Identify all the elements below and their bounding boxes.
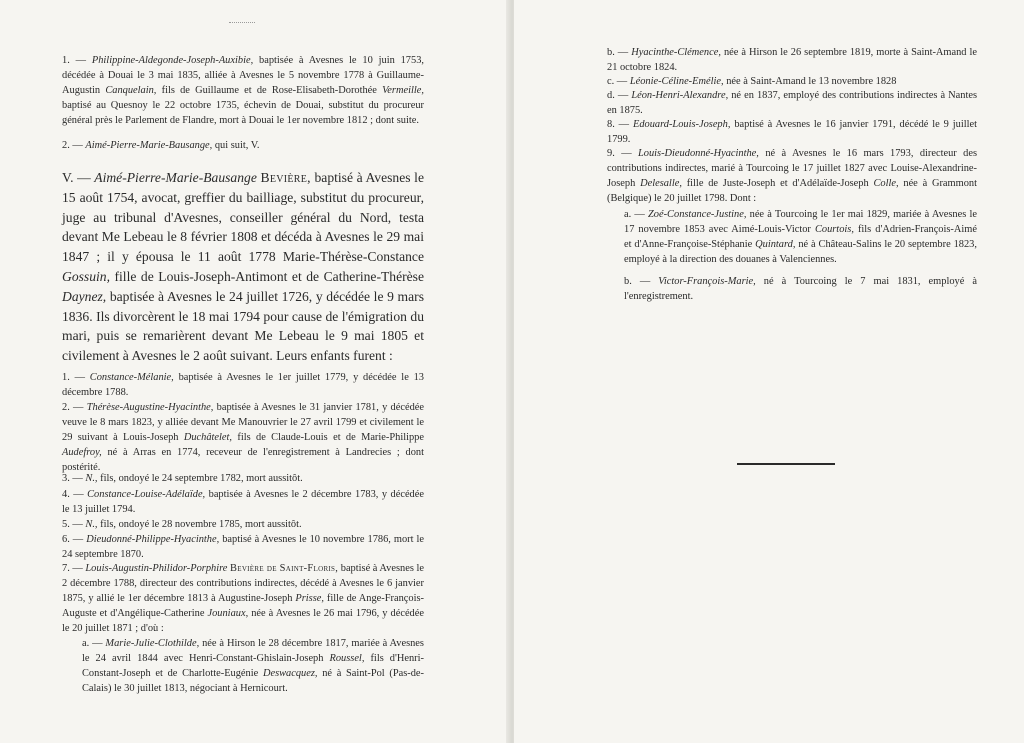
child-7-c: c. — Léonie-Céline-Emélie, née à Saint-Amand le 13 novembre 1828	[607, 76, 897, 87]
child-3: 3. — N., fils, ondoyé le 24 septembre 1782, mort aussitôt.	[62, 473, 303, 484]
child-8: 8. — Edouard-Louis-Joseph, baptisé à Avesnes le 16 janvier 1791, décédé le 9 juillet 1799.	[607, 119, 977, 145]
header-mark	[229, 22, 255, 25]
child-7-d: d. — Léon-Henri-Alexandre, né en 1837, employé des contributions indirectes à Nantes en 1875.	[607, 90, 977, 116]
child-4: 4. — Constance-Louise-Adélaïde, baptisée à Avesnes le 2 décembre 1783, y décédée le 13 juillet 1794.	[62, 489, 424, 515]
left-page	[0, 0, 510, 743]
child-9-a: a. — Zoé-Constance-Justine, née à Tourcoing le 1er mai 1829, mariée à Avesnes le 17 novembre 1853 avec Aimé-Louis-Victor Courtois, fils d'Adrien-François-Aimé et d'Anne-Françoise-Stéphanie Quintard, né à Château-Salins le 20 septembre 1823, employé à la direction des douanes à Valenciennes.	[624, 209, 977, 265]
child-2: 2. — Thérèse-Augustine-Hyacinthe, baptisée à Avesnes le 31 janvier 1781, y décédée veuve le 8 mars 1823, y alliée devant Me Manouvrier le 27 avril 1799 et civilement le 29 suivant à Louis-Joseph Duchâtelet, fils de Claude-Louis et de Marie-Philippe Audefroy, né à Arras en 1774, receveur de l'enregistrement à Landrecies ; dont postérité.	[62, 402, 424, 473]
section-end-rule	[737, 463, 835, 465]
entry-2: 2. — Aimé-Pierre-Marie-Bausange, qui suit, V.	[62, 140, 260, 151]
child-9-b: b. — Victor-François-Marie, né à Tourcoing le 7 mai 1831, employé à l'enregistrement.	[624, 276, 977, 302]
main-entry: V. — Aimé-Pierre-Marie-Bausange Bevière, baptisé à Avesnes le 15 août 1754, avocat, greffier du bailliage, substitut du procureur, juge au tribunal d'Avesnes, conseiller général du Nord, testa devant Me Lebeau le 8 février 1808 et décéda à Avesnes le 29 mai 1847 ; il y épousa le 11 août 1778 Marie-Thérèse-Constance Gossuin, fille de Louis-Joseph-Antimont et de Catherine-Thérèse Daynez, baptisée à Avesnes le 24 juillet 1726, y décédée le 9 mars 1836. Ils divorcèrent le 18 mai 1794 pour cause de l'émigration du mari, puis se remarièrent devant Me Lebeau le 9 mai 1805 et civilement à Avesnes le 2 août suivant. Leurs enfants furent :	[62, 170, 424, 364]
right-page	[514, 0, 1024, 743]
child-1: 1. — Constance-Mélanie, baptisée à Avesnes le 1er juillet 1779, y décédée le 13 décembre 1788.	[62, 372, 424, 398]
child-5: 5. — N., fils, ondoyé le 28 novembre 1785, mort aussitôt.	[62, 519, 302, 530]
child-7-a: a. — Marie-Julie-Clothilde, née à Hirson le 28 décembre 1817, mariée à Avesnes le 24 avril 1844 avec Henri-Constant-Ghislain-Joseph Roussel, fils d'Henri-Constant-Joseph et de Charlotte-Eugénie Deswacquez, né à Saint-Pol (Pas-de-Calais) le 30 juillet 1813, négociant à Hernicourt.	[82, 638, 424, 694]
child-9: 9. — Louis-Dieudonné-Hyacinthe, né à Avesnes le 16 mars 1793, directeur des contributions indirectes, marié à Tourcoing le 17 juillet 1827 avec Louise-Alexandrine-Joseph Delesalle, fille de Juste-Joseph et d'Adélaïde-Joseph Colle, née à Grammont (Belgique) le 20 juillet 1798. Dont :	[607, 148, 977, 204]
entry-1: 1. — Philippine-Aldegonde-Joseph-Auxibie, baptisée à Avesnes le 10 juin 1753, décédée à Douai le 3 mai 1835, alliée à Avesnes le 5 novembre 1778 à Guillaume-Augustin Canquelain, fils de Guillaume et de Rose-Elisabeth-Dorothée Vermeille, baptisé au Quesnoy le 22 octobre 1735, échevin de Douai, substitut du procureur général près le Parlement de Flandre, mort à Douai le 1er novembre 1812 ; dont suite.	[62, 55, 424, 126]
child-6: 6. — Dieudonné-Philippe-Hyacinthe, baptisé à Avesnes le 10 novembre 1786, mort le 24 septembre 1870.	[62, 534, 424, 560]
child-7: 7. — Louis-Augustin-Philidor-Porphire Bevière de Saint-Floris, baptisé à Avesnes le 2 décembre 1788, directeur des contributions indirectes, décédé à Avesnes le 6 janvier 1875, y allié le 1er décembre 1813 à Augustine-Joseph Prisse, fille de Ange-François-Auguste et d'Angélique-Catherine Jouniaux, née à Avesnes le 26 mai 1796, y décédée le 20 juillet 1871 ; d'où :	[62, 563, 424, 634]
child-7-b: b. — Hyacinthe-Clémence, née à Hirson le 26 septembre 1819, morte à Saint-Amand le 21 octobre 1824.	[607, 47, 978, 73]
